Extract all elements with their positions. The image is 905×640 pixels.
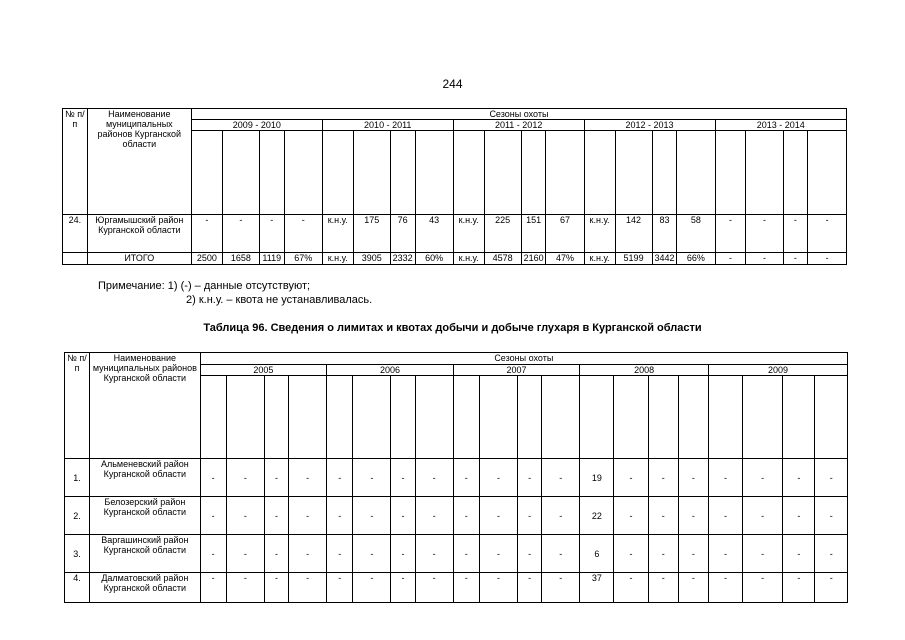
data-cell: - xyxy=(479,459,517,497)
data-cell: - xyxy=(783,535,815,573)
data-cell: 83 xyxy=(652,215,677,253)
sub-column-header xyxy=(322,131,353,215)
season-header: 2009 xyxy=(708,365,847,376)
sub-column-header xyxy=(479,376,517,459)
data-cell: - xyxy=(391,459,415,497)
district-name: Белозерский район Курганской области xyxy=(90,497,201,535)
data-cell: - xyxy=(289,535,327,573)
row-number: 3. xyxy=(65,535,90,573)
data-cell: - xyxy=(264,573,288,603)
season-header: 2008 xyxy=(580,365,709,376)
sub-column-header xyxy=(284,131,322,215)
data-cell: - xyxy=(614,497,648,535)
sub-column-header xyxy=(353,376,391,459)
district-name: ИТОГО xyxy=(87,253,191,265)
data-cell: - xyxy=(743,459,783,497)
header-seasons: Сезоны охоты xyxy=(200,353,847,365)
data-cell: - xyxy=(614,459,648,497)
sub-column-header xyxy=(289,376,327,459)
sub-column-header xyxy=(353,131,390,215)
sub-column-header xyxy=(518,376,542,459)
data-cell: - xyxy=(648,459,678,497)
data-cell: - xyxy=(289,459,327,497)
sub-column-header xyxy=(648,376,678,459)
header-seasons: Сезоны охоты xyxy=(191,109,846,120)
data-cell: - xyxy=(783,459,815,497)
row-number: 24. xyxy=(63,215,88,253)
page-number: 244 xyxy=(442,77,463,91)
data-cell: - xyxy=(783,497,815,535)
data-cell: 67 xyxy=(546,215,584,253)
data-cell: - xyxy=(226,535,264,573)
data-cell: 2332 xyxy=(390,253,415,265)
header-num: № п/п xyxy=(63,109,88,215)
data-cell: 76 xyxy=(390,215,415,253)
data-cell: - xyxy=(542,535,580,573)
sub-column-header xyxy=(484,131,521,215)
data-cell: - xyxy=(327,573,353,603)
data-cell: - xyxy=(479,497,517,535)
data-cell: - xyxy=(815,497,848,535)
data-cell: - xyxy=(391,573,415,603)
data-cell: - xyxy=(259,215,284,253)
sub-column-header xyxy=(415,376,453,459)
sub-column-header xyxy=(542,376,580,459)
table-note xyxy=(98,279,372,307)
data-cell: - xyxy=(453,535,479,573)
data-cell: - xyxy=(678,459,708,497)
header-district-name: Наименование муниципальных районов Курганской области xyxy=(90,353,201,459)
data-cell: - xyxy=(715,215,746,253)
district-name: Варгашинский район Курганской области xyxy=(90,535,201,573)
season-header: 2011 - 2012 xyxy=(453,120,584,131)
district-name: Далматовский район Курганской области xyxy=(90,573,201,603)
data-cell: - xyxy=(542,497,580,535)
season-header: 2012 - 2013 xyxy=(584,120,715,131)
table-woodcock-limits-2009-2014 xyxy=(62,108,847,265)
data-cell: - xyxy=(518,573,542,603)
data-cell: - xyxy=(353,535,391,573)
table-row xyxy=(65,573,848,603)
header-num: № п/п xyxy=(65,353,90,459)
data-cell: 225 xyxy=(484,215,521,253)
data-cell: - xyxy=(743,497,783,535)
sub-column-header xyxy=(783,376,815,459)
data-cell: - xyxy=(200,535,226,573)
data-cell: - xyxy=(648,573,678,603)
sub-column-header xyxy=(327,376,353,459)
data-cell: 58 xyxy=(677,215,715,253)
sub-column-header xyxy=(191,131,222,215)
row-number: 1. xyxy=(65,459,90,497)
data-cell: - xyxy=(453,459,479,497)
data-cell: - xyxy=(200,497,226,535)
data-cell: - xyxy=(415,497,453,535)
data-cell: - xyxy=(479,535,517,573)
data-cell: - xyxy=(226,459,264,497)
data-cell: - xyxy=(518,497,542,535)
season-header: 2010 - 2011 xyxy=(322,120,453,131)
data-cell: - xyxy=(391,535,415,573)
sub-column-header xyxy=(453,131,484,215)
sub-column-header xyxy=(546,131,584,215)
data-cell: - xyxy=(815,535,848,573)
district-name: Юргамышский район Курганской области xyxy=(87,215,191,253)
data-cell: - xyxy=(746,215,783,253)
data-cell: - xyxy=(289,497,327,535)
data-cell: - xyxy=(479,573,517,603)
data-cell: - xyxy=(284,215,322,253)
data-cell: 47% xyxy=(546,253,584,265)
sub-column-header xyxy=(743,376,783,459)
data-cell: 43 xyxy=(415,215,453,253)
data-cell: - xyxy=(200,459,226,497)
data-cell: - xyxy=(289,573,327,603)
data-cell: - xyxy=(264,459,288,497)
sub-column-header xyxy=(652,131,677,215)
sub-column-header xyxy=(815,376,848,459)
season-header: 2005 xyxy=(200,365,327,376)
sub-column-header xyxy=(390,131,415,215)
data-cell: - xyxy=(453,573,479,603)
data-cell: - xyxy=(226,573,264,603)
table-row xyxy=(63,215,847,253)
data-cell: к.н.у. xyxy=(584,253,615,265)
season-header: 2013 - 2014 xyxy=(715,120,847,131)
data-cell: - xyxy=(648,535,678,573)
data-cell: 6 xyxy=(580,535,614,573)
data-cell: - xyxy=(518,459,542,497)
data-cell: - xyxy=(327,459,353,497)
data-cell: - xyxy=(614,573,648,603)
sub-column-header xyxy=(415,131,453,215)
sub-column-header xyxy=(259,131,284,215)
sub-column-header xyxy=(678,376,708,459)
table-row xyxy=(65,497,848,535)
data-cell: - xyxy=(783,573,815,603)
data-cell: 5199 xyxy=(615,253,652,265)
data-cell: - xyxy=(614,535,648,573)
data-cell: - xyxy=(783,253,808,265)
row-number xyxy=(63,253,88,265)
sub-column-header xyxy=(708,376,742,459)
table-capercaillie-limits-2005-2009 xyxy=(64,352,848,603)
note-line-1: Примечание: 1) (-) – данные отсутствуют; xyxy=(98,280,311,292)
data-cell: - xyxy=(678,497,708,535)
sub-column-header xyxy=(200,376,226,459)
data-cell: 4578 xyxy=(484,253,521,265)
data-cell: - xyxy=(518,535,542,573)
data-cell: 19 xyxy=(580,459,614,497)
data-cell: к.н.у. xyxy=(322,253,353,265)
sub-column-header xyxy=(614,376,648,459)
data-cell: - xyxy=(353,497,391,535)
header-district-name: Наименование муниципальных районов Курганской области xyxy=(87,109,191,215)
data-cell: - xyxy=(327,535,353,573)
table-row xyxy=(65,535,848,573)
data-cell: - xyxy=(226,497,264,535)
season-header: 2009 - 2010 xyxy=(191,120,322,131)
sub-column-header xyxy=(746,131,783,215)
sub-column-header xyxy=(715,131,746,215)
data-cell: 22 xyxy=(580,497,614,535)
data-cell: к.н.у. xyxy=(453,253,484,265)
data-cell: - xyxy=(808,253,847,265)
data-cell: - xyxy=(708,497,742,535)
data-cell: 1658 xyxy=(222,253,259,265)
data-cell: - xyxy=(415,535,453,573)
sub-column-header xyxy=(264,376,288,459)
sub-column-header xyxy=(226,376,264,459)
data-cell: 67% xyxy=(284,253,322,265)
data-cell: - xyxy=(708,459,742,497)
data-cell: - xyxy=(353,459,391,497)
sub-column-header xyxy=(615,131,652,215)
data-cell: - xyxy=(200,573,226,603)
sub-column-header xyxy=(584,131,615,215)
data-cell: к.н.у. xyxy=(584,215,615,253)
data-cell: 142 xyxy=(615,215,652,253)
data-cell: 175 xyxy=(353,215,390,253)
data-cell: - xyxy=(391,497,415,535)
data-cell: - xyxy=(815,573,848,603)
data-cell: 1119 xyxy=(259,253,284,265)
data-cell: 2160 xyxy=(521,253,546,265)
data-cell: 2500 xyxy=(191,253,222,265)
data-cell: - xyxy=(743,573,783,603)
data-cell: - xyxy=(415,459,453,497)
data-cell: - xyxy=(415,573,453,603)
data-cell: - xyxy=(746,253,783,265)
sub-column-header xyxy=(580,376,614,459)
data-cell: - xyxy=(708,573,742,603)
data-cell: к.н.у. xyxy=(453,215,484,253)
table-row xyxy=(63,253,847,265)
data-cell: - xyxy=(648,497,678,535)
table-caption: Таблица 96. Сведения о лимитах и квотах добычи и добыче глухаря в Курганской области xyxy=(203,322,702,334)
data-cell: - xyxy=(264,535,288,573)
data-cell: 66% xyxy=(677,253,715,265)
data-cell: - xyxy=(264,497,288,535)
sub-column-header xyxy=(222,131,259,215)
data-cell: - xyxy=(453,497,479,535)
district-name: Альменевский район Курганской области xyxy=(90,459,201,497)
row-number: 2. xyxy=(65,497,90,535)
season-header: 2006 xyxy=(327,365,454,376)
data-cell: - xyxy=(678,573,708,603)
data-cell: - xyxy=(542,459,580,497)
row-number: 4. xyxy=(65,573,90,603)
season-header: 2007 xyxy=(453,365,580,376)
data-cell: 3442 xyxy=(652,253,677,265)
data-cell: - xyxy=(222,215,259,253)
data-cell: - xyxy=(708,535,742,573)
data-cell: - xyxy=(353,573,391,603)
sub-column-header xyxy=(808,131,847,215)
data-cell: - xyxy=(191,215,222,253)
data-cell: - xyxy=(815,459,848,497)
data-cell: - xyxy=(715,253,746,265)
data-cell: - xyxy=(327,497,353,535)
note-line-2: 2) к.н.у. – квота не устанавливалась. xyxy=(186,294,373,306)
sub-column-header xyxy=(677,131,715,215)
data-cell: 3905 xyxy=(353,253,390,265)
sub-column-header xyxy=(783,131,808,215)
data-cell: - xyxy=(783,215,808,253)
data-cell: к.н.у. xyxy=(322,215,353,253)
data-cell: 60% xyxy=(415,253,453,265)
sub-column-header xyxy=(521,131,546,215)
data-cell: - xyxy=(743,535,783,573)
sub-column-header xyxy=(453,376,479,459)
data-cell: - xyxy=(678,535,708,573)
data-cell: - xyxy=(542,573,580,603)
data-cell: - xyxy=(808,215,847,253)
data-cell: 151 xyxy=(521,215,546,253)
sub-column-header xyxy=(391,376,415,459)
data-cell: 37 xyxy=(580,573,614,603)
table-row xyxy=(65,459,848,497)
